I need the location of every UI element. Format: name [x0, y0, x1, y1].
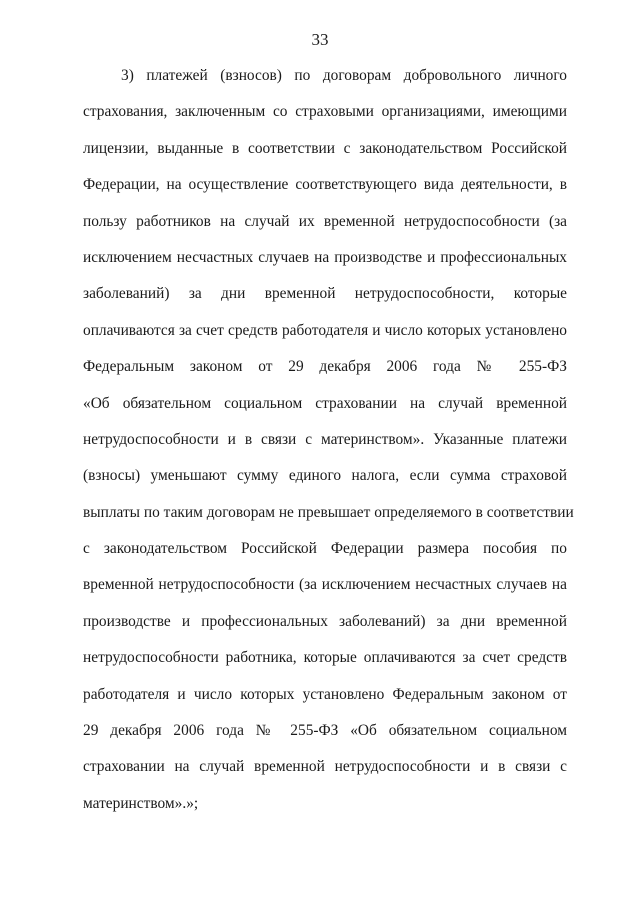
text-line: оплачиваются за счет средств работодателя и число которых установлено [83, 321, 567, 339]
text-line: нетрудоспособности и в связи с материнством». Указанные платежи [83, 430, 567, 448]
text-line: исключением несчастных случаев на производстве и профессиональных [83, 248, 567, 266]
text-line: работодателя и число которых установлено Федеральным законом от [83, 685, 567, 703]
text-line: с законодательством Российской Федерации размера пособия по [83, 540, 567, 558]
text-line: нетрудоспособности работника, которые оплачиваются за счет средств [83, 649, 567, 667]
text-line: страхования, заключенным со страховыми организациями, имеющими [83, 103, 567, 121]
page-number: 33 [311, 30, 329, 49]
text-line: лицензии, выданные в соответствии с законодательством Российской [83, 139, 567, 157]
text-line: Федерации, на осуществление соответствующего вида деятельности, в [83, 176, 567, 194]
text-line: страховании на случай временной нетрудоспособности и в связи с [83, 758, 567, 776]
text-line: выплаты по таким договорам не превышает определяемого в соответствии [83, 503, 574, 521]
text-line: заболеваний) за дни временной нетрудоспособности, которые [83, 285, 567, 303]
text-line: «Об обязательном социальном страховании на случай временной [83, 394, 567, 412]
text-line: Федеральным законом от 29 декабря 2006 года № 255-ФЗ [83, 358, 567, 376]
text-line: 29 декабря 2006 года № 255-ФЗ «Об обязательном социальном [83, 722, 567, 740]
body-text [83, 58, 574, 822]
text-line: 3) платежей (взносов) по договорам добровольного личного [121, 67, 567, 84]
text-line: временной нетрудоспособности (за исключением несчастных случаев на [83, 576, 567, 594]
text-line: (взносы) уменьшают сумму единого налога, если сумма страховой [83, 467, 567, 485]
text-line: производстве и профессиональных заболеваний) за дни временной [83, 612, 567, 630]
text-line: пользу работников на случай их временной нетрудоспособности (за [83, 212, 567, 230]
text-line: материнством».»; [83, 794, 199, 812]
